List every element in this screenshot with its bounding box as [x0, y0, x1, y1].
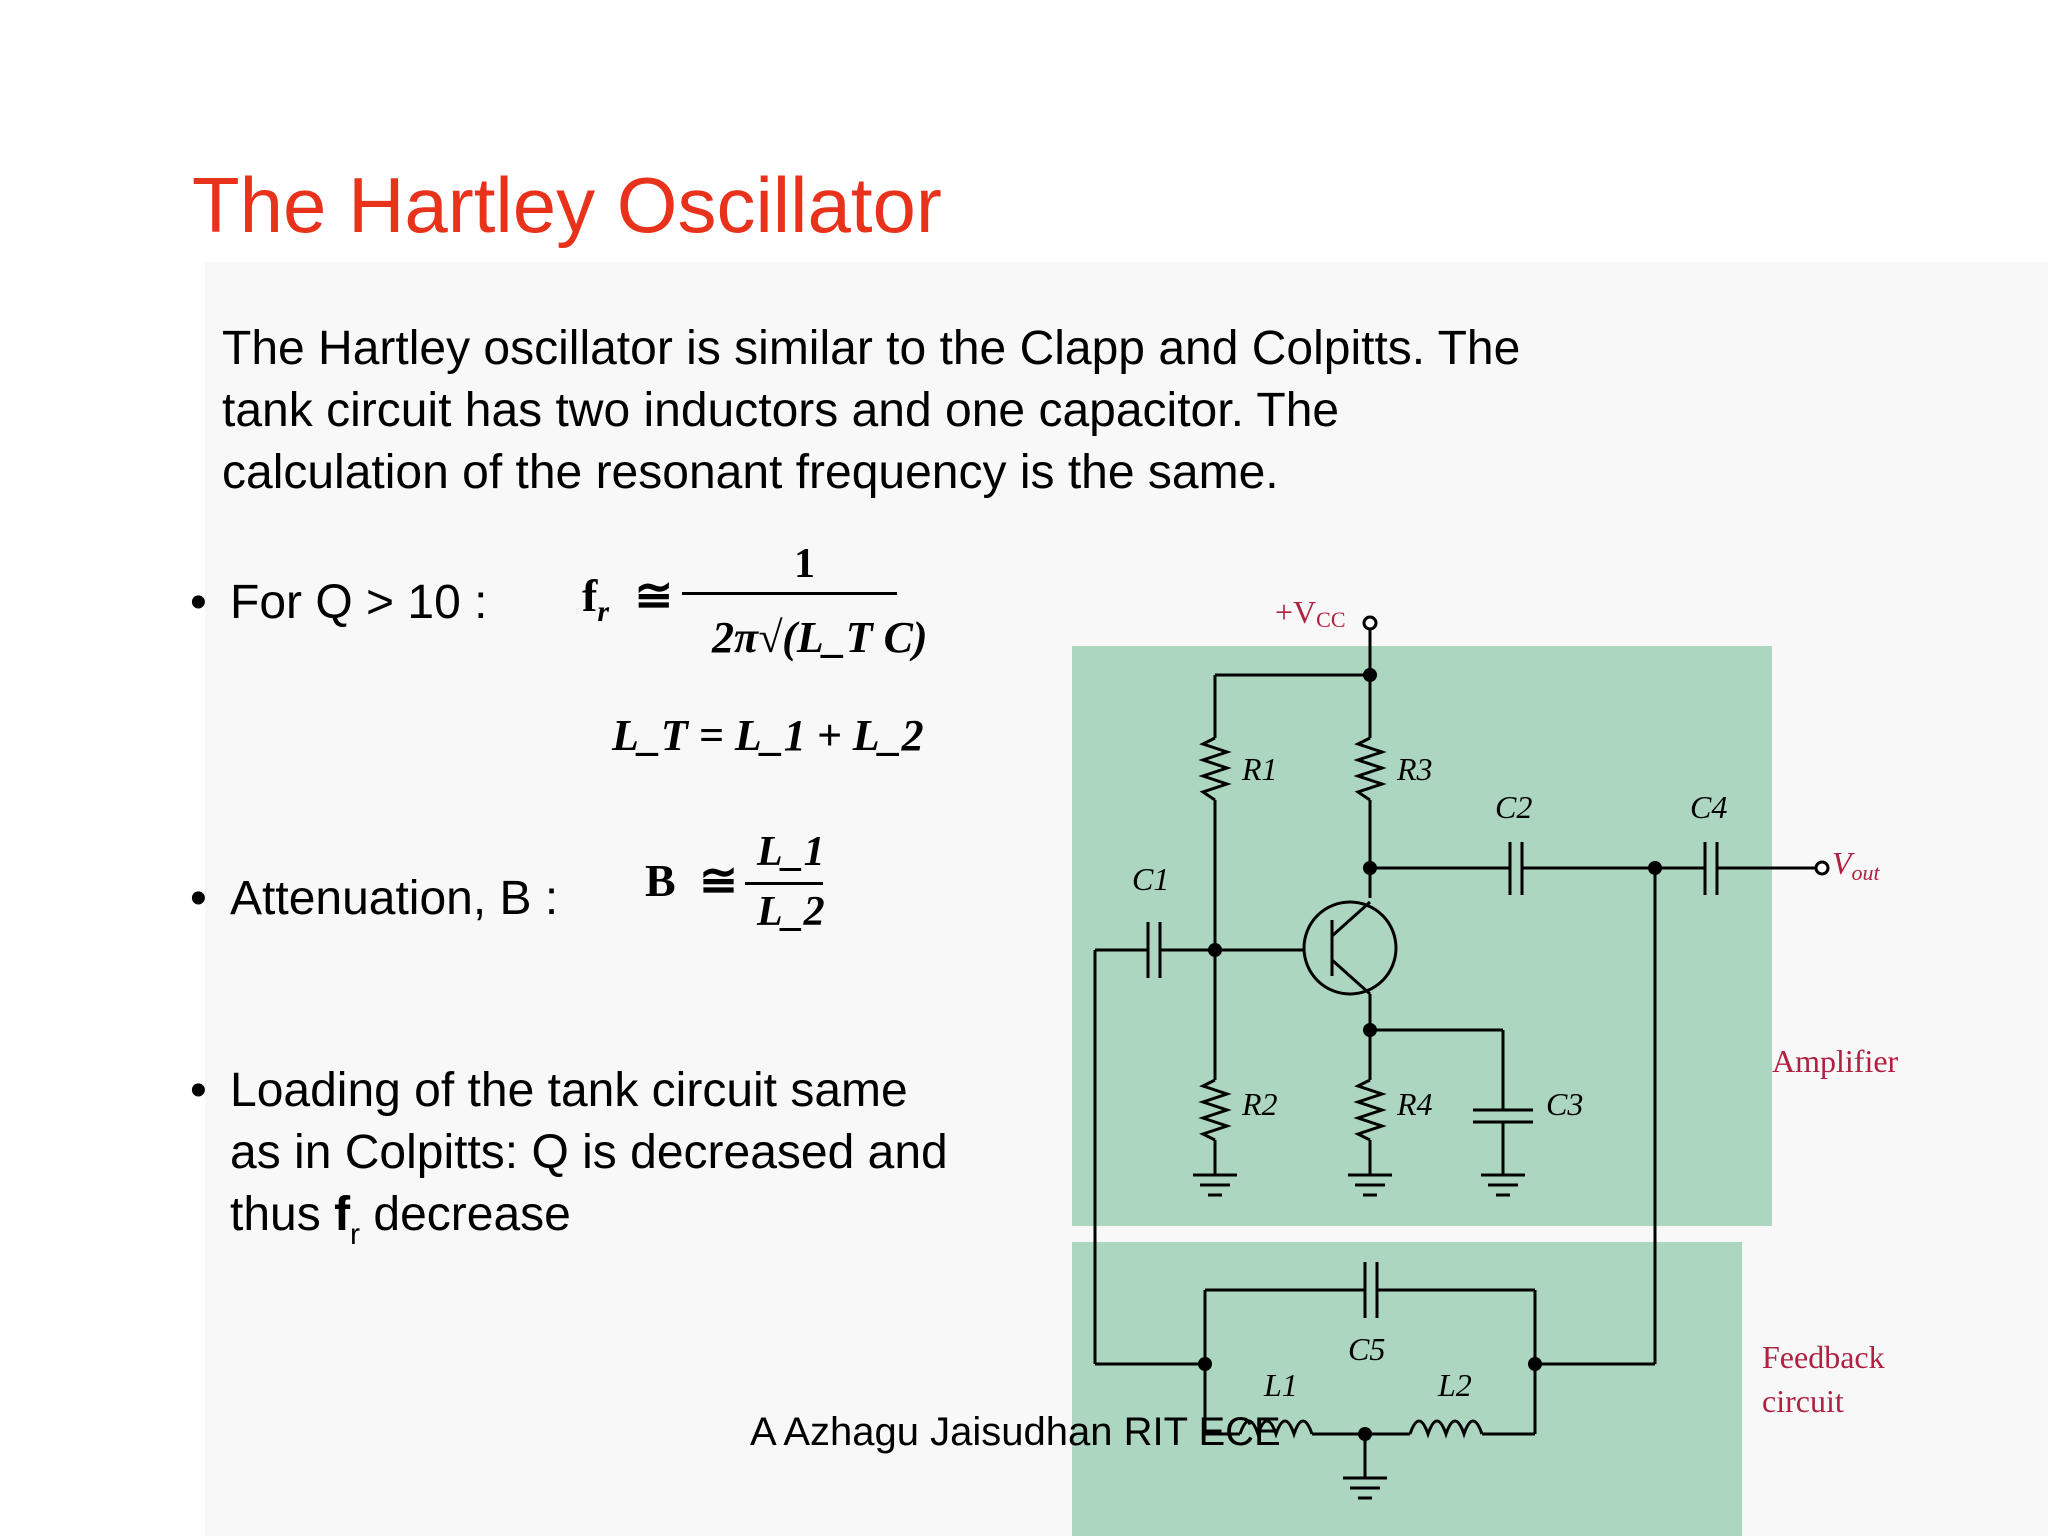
bullet-dot: • [190, 1064, 207, 1117]
c1-label: C1 [1132, 861, 1170, 897]
vout-terminal [1816, 862, 1828, 874]
bullet-text-suffix: decrease [360, 1188, 571, 1241]
hartley-circuit-diagram [1060, 590, 1990, 1536]
bullet-dot: • [190, 872, 207, 925]
c2-label: C2 [1495, 789, 1533, 825]
bullet-dot: • [190, 576, 207, 629]
intro-paragraph [222, 318, 1642, 504]
vout-label: Vout [1832, 845, 1880, 885]
formula-b-denominator: L_2 [757, 889, 825, 935]
footer-author: A Azhagu Jaisudhan RIT ECE [750, 1410, 1281, 1454]
r1-label: R1 [1242, 751, 1278, 787]
fr-subscript: r [350, 1218, 361, 1251]
formula-fr-numerator: 1 [794, 541, 815, 587]
formula-b-lhs: B [645, 855, 676, 906]
intro-line: tank circuit has two inductors and one capacitor. The [222, 384, 1340, 437]
r4-label: R4 [1397, 1086, 1433, 1122]
formula-fr-lhs-sub: r [597, 595, 610, 629]
formula-fr-denominator: 2π√(L_T C) [712, 613, 928, 662]
approx-symbol: ≅ [634, 570, 674, 621]
bullet-text-prefix: thus [230, 1188, 335, 1241]
bullet-text: as in Colpitts: Q is decreased and [230, 1126, 948, 1179]
formula-fr-lhs: f [582, 570, 598, 621]
vcc-label: +VCC [1275, 594, 1346, 632]
amplifier-label: Amplifier [1772, 1043, 1899, 1079]
intro-line: calculation of the resonant frequency is the same. [222, 446, 1279, 499]
amplifier-block [1072, 646, 1772, 1226]
bullet-text: For Q > 10 : [230, 576, 488, 629]
fraction-bar [745, 882, 823, 885]
l1-label: L1 [1264, 1367, 1298, 1403]
formula-b-numerator: L_1 [757, 829, 825, 875]
slide-title: The Hartley Oscillator [192, 161, 942, 249]
c5-label: C5 [1348, 1331, 1386, 1367]
feedback-block [1072, 1242, 1742, 1536]
vcc-terminal [1364, 617, 1376, 629]
feedback-label-line: Feedback [1762, 1339, 1885, 1375]
formula-total-inductance: L_T = L_1 + L_2 [612, 711, 924, 760]
approx-symbol: ≅ [699, 855, 738, 906]
fraction-bar [682, 592, 897, 595]
r2-label: R2 [1242, 1086, 1278, 1122]
feedback-label-line: circuit [1762, 1383, 1844, 1419]
fr-symbol: f [334, 1188, 351, 1241]
l2-label: L2 [1438, 1367, 1472, 1403]
intro-line: The Hartley oscillator is similar to the Clapp and Colpitts. The [222, 322, 1521, 375]
bullet-text-last [230, 1184, 948, 1266]
bullet-loading [190, 1060, 948, 1266]
c4-label: C4 [1690, 789, 1728, 825]
bullet-attenuation [190, 868, 559, 930]
r3-label: R3 [1397, 751, 1433, 787]
c3-label: C3 [1546, 1086, 1584, 1122]
bullet-text: Attenuation, B : [230, 872, 559, 925]
bullet-text: Loading of the tank circuit same [230, 1064, 908, 1117]
bullet-q-condition [190, 572, 488, 634]
